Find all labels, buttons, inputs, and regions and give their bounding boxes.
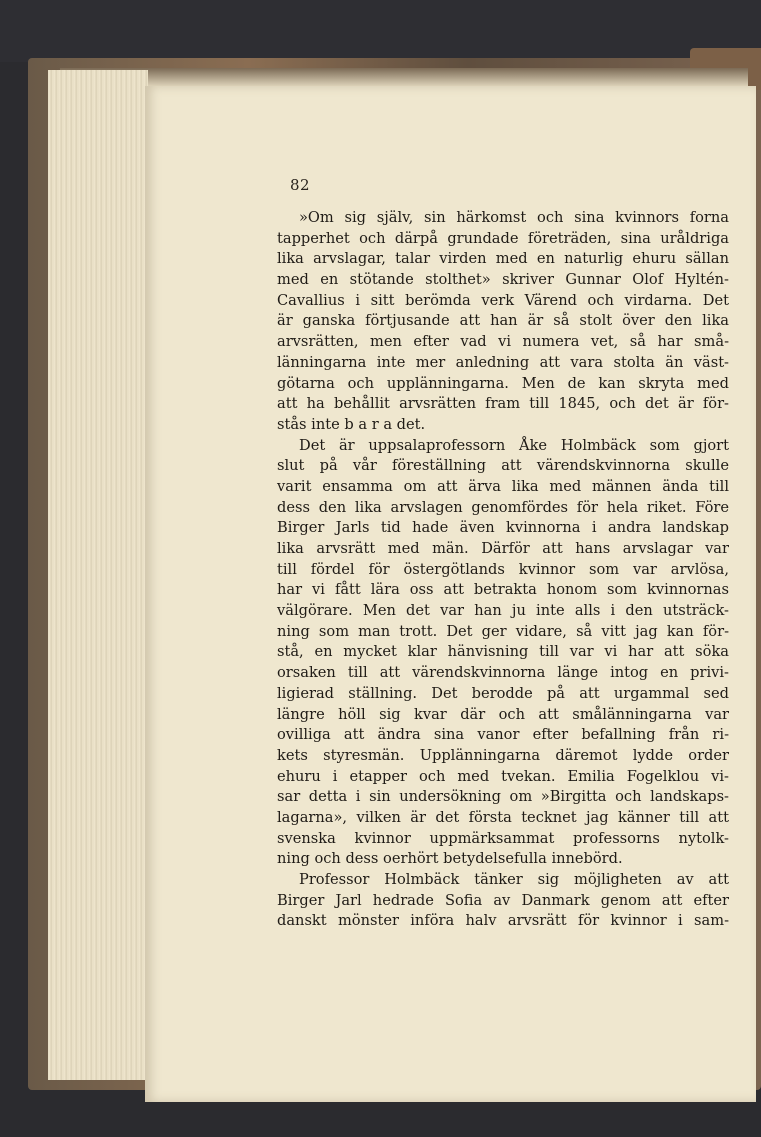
text-line: ning och dess oerhört betydelsefulla innebörd. [277,850,623,868]
text-line: stå, en mycket klar hänvisning till var vi har att söka [277,643,729,661]
text-line: med en stötande stolthet» skriver Gunnar Olof Hyltén- [277,271,729,289]
text-line: tapperhet och därpå grundade företräden, sina uråldriga [277,229,729,247]
text-line: sar detta i sin undersökning om »Birgitta och landskaps- [277,788,729,806]
page-edges [48,70,148,1080]
text-line: kets styresmän. Upplänningarna däremot lydde order [277,746,729,764]
text-line: arvsrätten, men efter vad vi numera vet, så har små- [277,333,729,351]
text-line: att ha behållit arvsrätten fram till 1845, och det är för- [277,395,729,413]
text-line: Professor Holmbäck tänker sig möjligheten av att [299,871,729,888]
text-line: slut på vår föreställning att värendskvinnorna skulle [277,457,729,475]
text-line: »Om sig själv, sin härkomst och sina kvinnors forna [299,209,729,226]
text-line: har vi fått lära oss att betrakta honom som kvinnornas [277,581,729,599]
background-top [0,0,761,62]
text-line: dess den lika arvslagen genomfördes för hela riket. Före [277,498,729,516]
text-line: svenska kvinnor uppmärksammat professorns nytolk- [277,829,729,847]
text-line: länningarna inte mer anledning att vara stolta än väst- [277,353,729,371]
page-number: 82 [290,176,311,194]
text-line: ning som man trott. Det ger vidare, så vitt jag kan för- [277,622,729,640]
text-line: lika arvslagar, talar virden med en naturlig ehuru sällan [277,250,729,268]
text-line: ehuru i etapper och med tvekan. Emilia Fogelklou vi- [277,767,729,785]
text-line: götarna och upplänningarna. Men de kan skryta med [277,374,729,392]
text-line: till fördel för östergötlands kvinnor som var arvlösa, [277,560,729,578]
page-top-shadow [60,68,748,88]
text-line: är ganska förtjusande att han är så stolt över den lika [277,312,729,330]
text-line: lika arvsrätt med män. Därför att hans arvslagar var [277,540,729,557]
text-line: danskt mönster införa halv arvsrätt för kvinnor i sam- [277,912,729,930]
text-line: Cavallius i sitt berömda verk Värend och virdarna. Det [277,291,729,309]
text-line: Det är uppsalaprofessorn Åke Holmbäck som gjort [299,436,729,454]
text-line: orsaken till att värendskvinnorna länge intog en privi- [277,664,729,682]
text-line: lagarna», vilken är det första tecknet jag känner till att [277,808,729,826]
text-line: ligierad ställning. Det berodde på att urgammal sed [277,684,729,702]
text-line: Birger Jarl hedrade Sofia av Danmark genom att efter [277,891,729,909]
body-text [277,208,729,932]
text-line: varit ensamma om att ärva lika med männen ända till [277,477,729,495]
text-line: stås inte b a r a det. [277,415,426,433]
text-line: välgörare. Men det var han ju inte alls i den utsträck- [277,602,729,620]
text-line: Birger Jarls tid hade även kvinnorna i andra landskap [277,519,729,537]
text-line: längre höll sig kvar där och att smålänningarna var [277,705,729,723]
text-line: ovilliga att ändra sina vanor efter befallning från ri- [277,726,729,744]
